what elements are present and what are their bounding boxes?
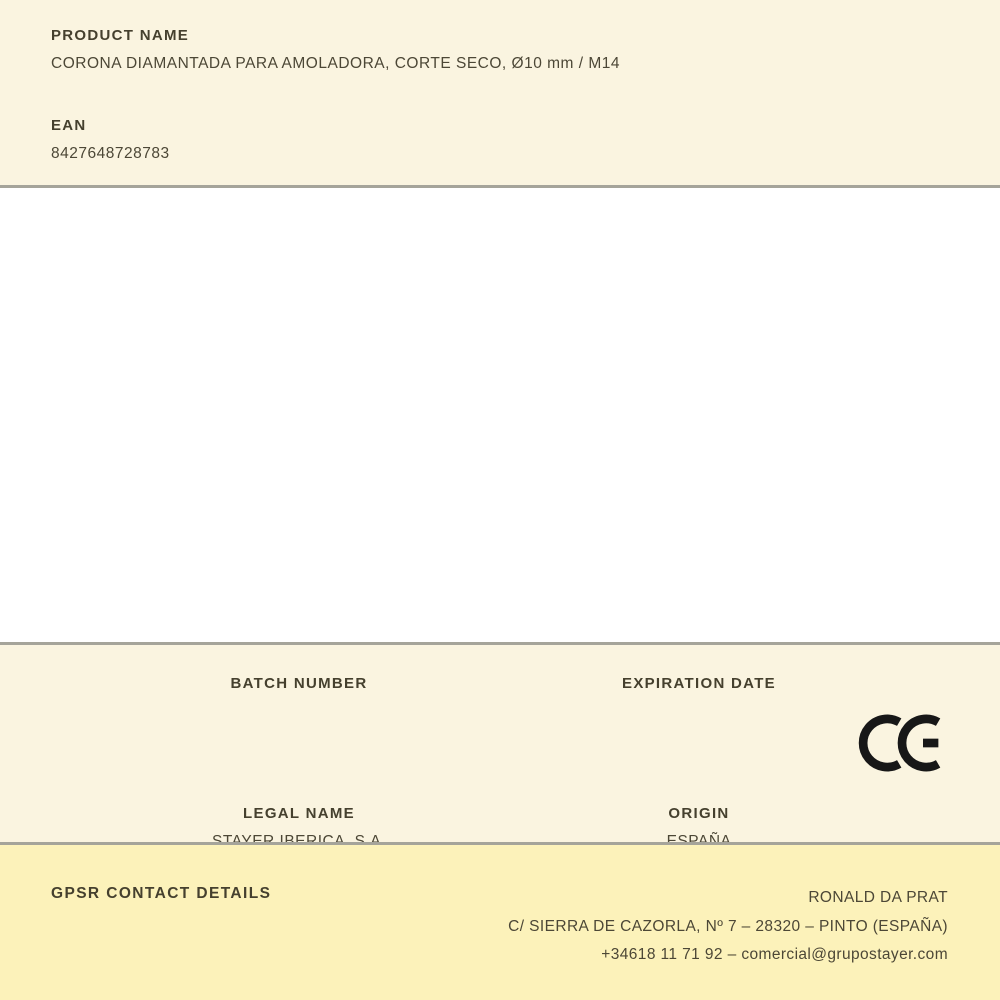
expiration-date-label: EXPIRATION DATE: [622, 675, 776, 692]
product-info-section: [0, 0, 1000, 185]
expiration-date-field: [499, 675, 899, 703]
product-name-field: [51, 27, 1000, 73]
empty-middle-section: [0, 188, 1000, 642]
product-name-value: CORONA DIAMANTADA PARA AMOLADORA, CORTE SECO, Ø10 mm / M14: [51, 55, 621, 72]
ean-value: 8427648728783: [51, 145, 170, 162]
gpsr-contact-address: C/ SIERRA DE CAZORLA, Nº 7 – 28320 – PINTO (ESPAÑA): [508, 917, 948, 935]
gpsr-contact-block: [508, 884, 948, 970]
gpsr-contact-phone-email: +34618 11 71 92 – comercial@grupostayer.com: [601, 946, 948, 963]
ce-mark-icon: [858, 712, 944, 774]
ean-field: [51, 117, 1000, 163]
gpsr-contact-section: [0, 845, 1000, 1000]
batch-number-field: [99, 675, 499, 703]
batch-number-label: BATCH NUMBER: [230, 675, 368, 692]
product-name-label: PRODUCT NAME: [51, 27, 190, 44]
legal-name-label: LEGAL NAME: [243, 805, 355, 822]
batch-expiration-row: [99, 645, 899, 703]
gpsr-contact-name: RONALD DA PRAT: [808, 889, 948, 906]
gpsr-contact-label: GPSR CONTACT DETAILS: [51, 885, 272, 902]
ean-label: EAN: [51, 117, 87, 134]
gpsr-row: [51, 884, 948, 970]
legal-origin-row: [99, 775, 899, 851]
batch-origin-section: [0, 645, 1000, 842]
origin-label: ORIGIN: [668, 805, 730, 822]
